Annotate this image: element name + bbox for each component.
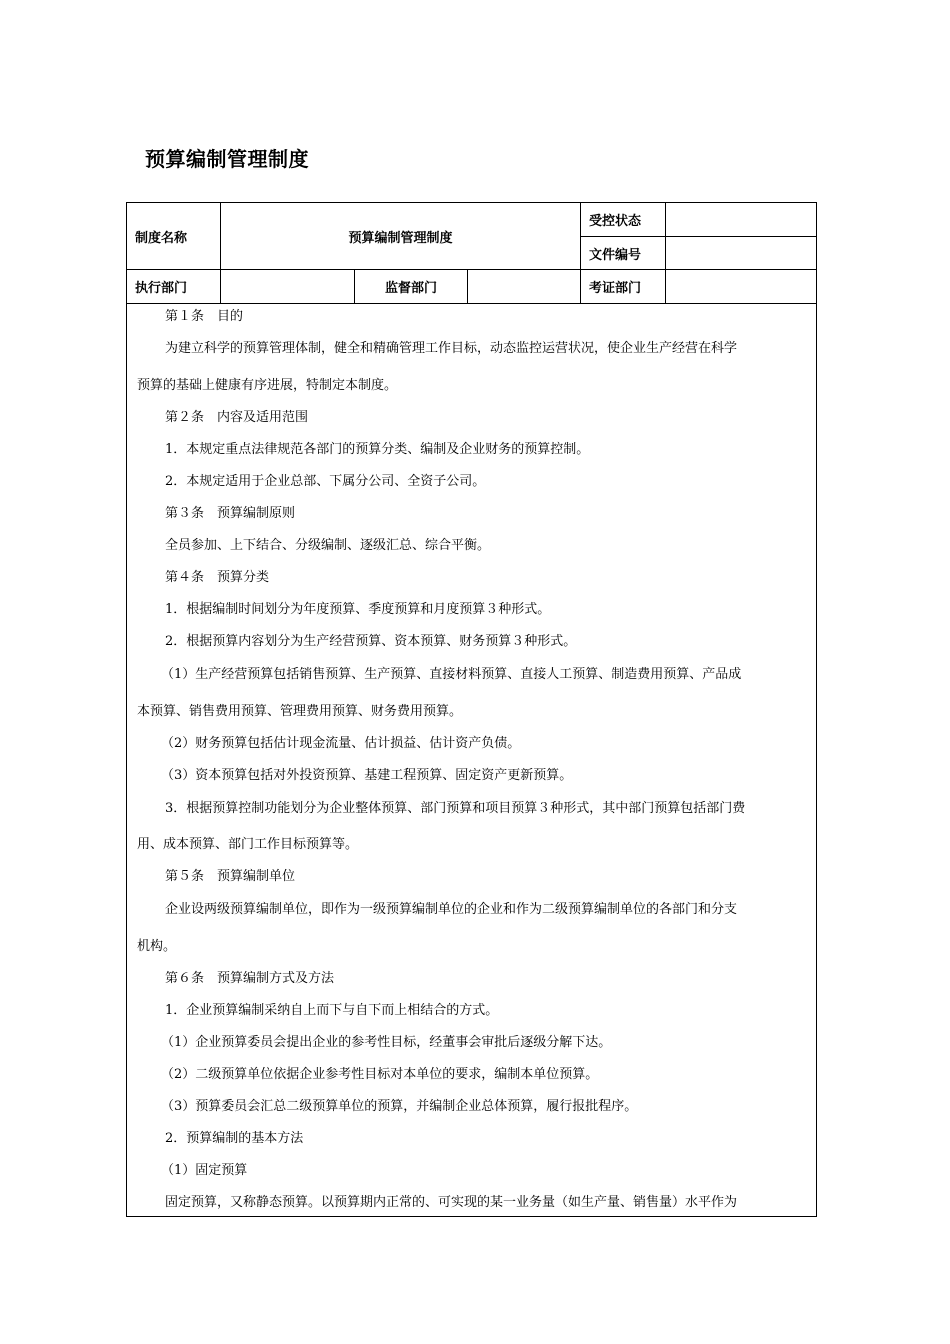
body-line: 预算的基础上健康有序进展，特制定本制度。 [137, 378, 398, 393]
file-number-value [666, 237, 817, 270]
body-line: 机构。 [137, 939, 177, 954]
control-status-label: 受控状态 [581, 203, 666, 237]
header-table [126, 202, 817, 304]
body-line: （1）生产经营预算包括销售预算、生产预算、直接材料预算、直接人工预算、制造费用预算、产品成 [161, 667, 742, 682]
body-line: 用、成本预算、部门工作目标预算等。 [137, 837, 359, 852]
body-line: （2）财务预算包括估计现金流量、估计损益、估计资产负债。 [161, 736, 521, 751]
body-line: 企业设两级预算编制单位，即作为一级预算编制单位的企业和作为二级预算编制单位的各部门和分支 [165, 902, 738, 917]
body-line: （3）资本预算包括对外投资预算、基建工程预算、固定资产更新预算。 [161, 768, 573, 783]
article-5-heading: 第５条 预算编制单位 [165, 869, 296, 884]
body-line: 为建立科学的预算管理体制，健全和精确管理工作目标，动态监控运营状况，使企业生产经营在科学 [165, 341, 738, 356]
article-3-heading: 第３条 预算编制原则 [165, 506, 296, 521]
body-line: 本预算、销售费用预算、管理费用预算、财务费用预算。 [137, 704, 463, 719]
body-line: 1．本规定重点法律规范各部门的预算分类、编制及企业财务的预算控制。 [165, 442, 590, 457]
body-line: 2．本规定适用于企业总部、下属分公司、全资子公司。 [165, 474, 486, 489]
body-line: 全员参加、上下结合、分级编制、逐级汇总、综合平衡。 [165, 538, 491, 553]
name-value: 预算编制管理制度 [221, 203, 581, 270]
article-1-heading: 第１条 目的 [165, 309, 244, 324]
exec-dept-value [221, 270, 355, 304]
article-6-heading: 第６条 预算编制方式及方法 [165, 971, 335, 986]
audit-dept-value [666, 270, 817, 304]
body-line: （1）企业预算委员会提出企业的参考性目标，经董事会审批后逐级分解下达。 [161, 1035, 612, 1050]
supervise-dept-label: 监督部门 [355, 270, 468, 304]
page-title: 预算编制管理制度 [145, 147, 309, 171]
body-line: （1）固定预算 [161, 1163, 248, 1178]
file-number-label: 文件编号 [581, 237, 666, 270]
body-line: （3）预算委员会汇总二级预算单位的预算，并编制企业总体预算，履行报批程序。 [161, 1099, 638, 1114]
name-label: 制度名称 [127, 203, 221, 270]
body-line: 1．企业预算编制采纳自上而下与自下而上相结合的方式。 [165, 1003, 499, 1018]
audit-dept-label: 考证部门 [581, 270, 666, 304]
body-line: 3．根据预算控制功能划分为企业整体预算、部门预算和项目预算３种形式，其中部门预算包括部门费 [165, 801, 746, 816]
control-status-value [666, 203, 817, 237]
supervise-dept-value [468, 270, 581, 304]
exec-dept-label: 执行部门 [127, 270, 221, 304]
body-line: 固定预算，又称静态预算。以预算期内正常的、可实现的某一业务量（如生产量、销售量）水平作为 [165, 1195, 738, 1210]
body-line: 2．预算编制的基本方法 [165, 1131, 304, 1146]
regulation-body [126, 303, 817, 1217]
body-line: （2）二级预算单位依据企业参考性目标对本单位的要求，编制本单位预算。 [161, 1067, 599, 1082]
body-line: 1．根据编制时间划分为年度预算、季度预算和月度预算３种形式。 [165, 602, 551, 617]
article-2-heading: 第２条 内容及适用范围 [165, 410, 309, 425]
article-4-heading: 第４条 预算分类 [165, 570, 270, 585]
body-line: 2．根据预算内容划分为生产经营预算、资本预算、财务预算３种形式。 [165, 634, 577, 649]
